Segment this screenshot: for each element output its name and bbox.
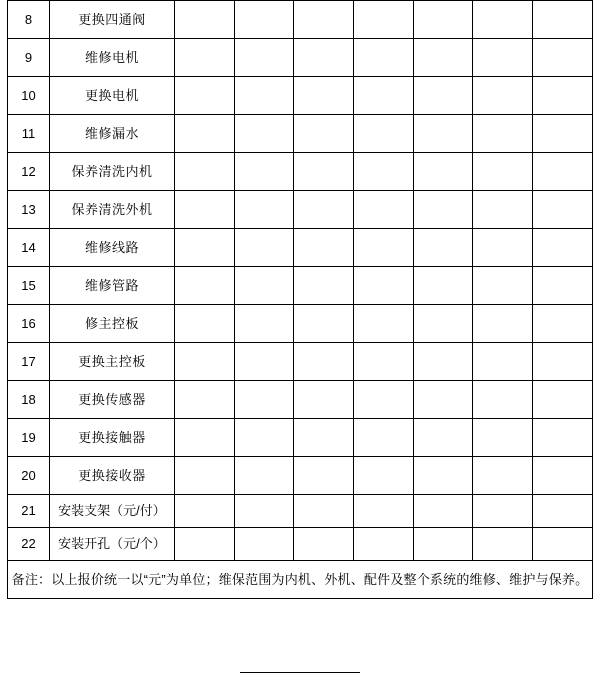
row-cell[interactable] [294, 419, 354, 457]
row-index: 19 [8, 419, 50, 457]
row-item-name: 维修电机 [50, 39, 175, 77]
table-row [8, 191, 593, 229]
table-row [8, 419, 593, 457]
row-cell[interactable] [413, 1, 473, 39]
row-cell[interactable] [234, 191, 294, 229]
row-item-name: 更换主控板 [50, 343, 175, 381]
row-index: 20 [8, 457, 50, 495]
row-cell[interactable] [533, 528, 593, 561]
table-row [8, 381, 593, 419]
row-cell[interactable] [294, 1, 354, 39]
row-index: 17 [8, 343, 50, 381]
row-cell[interactable] [174, 528, 234, 561]
row-cell[interactable] [354, 305, 414, 343]
row-cell[interactable] [473, 419, 533, 457]
row-cell[interactable] [473, 39, 533, 77]
row-item-name: 更换接收器 [50, 457, 175, 495]
row-cell[interactable] [234, 419, 294, 457]
row-index: 14 [8, 229, 50, 267]
row-cell[interactable] [174, 115, 234, 153]
row-index: 9 [8, 39, 50, 77]
row-cell[interactable] [294, 381, 354, 419]
row-item-name: 维修线路 [50, 229, 175, 267]
row-cell[interactable] [413, 343, 473, 381]
row-cell[interactable] [473, 1, 533, 39]
row-item-name: 保养清洗内机 [50, 153, 175, 191]
row-cell[interactable] [354, 191, 414, 229]
table-row [8, 39, 593, 77]
row-cell[interactable] [413, 495, 473, 528]
row-item-name: 修主控板 [50, 305, 175, 343]
note-text: 备注：以上报价统一以“元”为单位；维保范围为内机、外机、配件及整个系统的维修、维护与保养。 [11, 571, 589, 587]
row-cell[interactable] [354, 343, 414, 381]
row-cell[interactable] [413, 419, 473, 457]
row-cell[interactable] [533, 419, 593, 457]
row-index: 22 [8, 528, 50, 561]
row-cell[interactable] [294, 115, 354, 153]
row-cell[interactable] [413, 457, 473, 495]
row-cell[interactable] [473, 229, 533, 267]
row-cell[interactable] [234, 1, 294, 39]
row-cell[interactable] [294, 495, 354, 528]
table-row [8, 495, 593, 528]
row-cell[interactable] [533, 381, 593, 419]
row-cell[interactable] [533, 495, 593, 528]
table-note [8, 561, 593, 599]
row-cell[interactable] [473, 457, 533, 495]
row-index: 10 [8, 77, 50, 115]
row-cell[interactable] [294, 229, 354, 267]
row-cell[interactable] [354, 115, 414, 153]
row-cell[interactable] [533, 77, 593, 115]
row-cell[interactable] [533, 115, 593, 153]
row-index: 21 [8, 495, 50, 528]
table-row [8, 115, 593, 153]
row-cell[interactable] [174, 77, 234, 115]
row-cell[interactable] [533, 229, 593, 267]
row-cell[interactable] [354, 229, 414, 267]
row-cell[interactable] [533, 343, 593, 381]
row-index: 13 [8, 191, 50, 229]
row-cell[interactable] [354, 153, 414, 191]
row-cell[interactable] [473, 191, 533, 229]
row-cell[interactable] [473, 343, 533, 381]
row-cell[interactable] [234, 153, 294, 191]
row-cell[interactable] [473, 115, 533, 153]
row-cell[interactable] [533, 305, 593, 343]
row-index: 16 [8, 305, 50, 343]
row-cell[interactable] [294, 191, 354, 229]
row-cell[interactable] [413, 115, 473, 153]
row-cell[interactable] [234, 528, 294, 561]
row-cell[interactable] [174, 457, 234, 495]
row-item-name: 安装支架（元/付） [50, 495, 175, 528]
table-row [8, 229, 593, 267]
row-cell[interactable] [413, 267, 473, 305]
table-row [8, 528, 593, 561]
row-cell[interactable] [413, 39, 473, 77]
row-cell[interactable] [533, 191, 593, 229]
table-row [8, 457, 593, 495]
row-cell[interactable] [234, 305, 294, 343]
table-row [8, 343, 593, 381]
row-cell[interactable] [473, 528, 533, 561]
row-item-name: 保养清洗外机 [50, 191, 175, 229]
row-item-name: 维修漏水 [50, 115, 175, 153]
row-cell[interactable] [354, 77, 414, 115]
row-cell[interactable] [413, 77, 473, 115]
row-cell[interactable] [473, 381, 533, 419]
row-cell[interactable] [234, 39, 294, 77]
row-cell[interactable] [354, 528, 414, 561]
row-cell[interactable] [473, 305, 533, 343]
row-index: 12 [8, 153, 50, 191]
row-cell[interactable] [234, 457, 294, 495]
row-cell[interactable] [294, 528, 354, 561]
row-cell[interactable] [174, 39, 234, 77]
row-item-name: 更换电机 [50, 77, 175, 115]
row-cell[interactable] [354, 39, 414, 77]
row-cell[interactable] [354, 1, 414, 39]
row-cell[interactable] [234, 229, 294, 267]
row-cell[interactable] [234, 267, 294, 305]
row-cell[interactable] [234, 495, 294, 528]
row-cell[interactable] [473, 77, 533, 115]
row-cell[interactable] [533, 457, 593, 495]
row-index: 18 [8, 381, 50, 419]
table-row [8, 77, 593, 115]
row-cell[interactable] [473, 153, 533, 191]
table-row [8, 305, 593, 343]
row-cell[interactable] [533, 39, 593, 77]
row-cell[interactable] [174, 153, 234, 191]
page-bottom-mark [7, 667, 593, 673]
row-cell[interactable] [174, 495, 234, 528]
row-index: 11 [8, 115, 50, 153]
note-row [8, 561, 593, 599]
row-cell[interactable] [473, 267, 533, 305]
row-cell[interactable] [533, 267, 593, 305]
row-cell[interactable] [294, 153, 354, 191]
table-row [8, 267, 593, 305]
row-index: 8 [8, 1, 50, 39]
row-cell[interactable] [413, 153, 473, 191]
row-cell[interactable] [354, 381, 414, 419]
table-row [8, 1, 593, 39]
row-cell[interactable] [234, 77, 294, 115]
row-item-name: 维修管路 [50, 267, 175, 305]
row-cell[interactable] [354, 457, 414, 495]
row-cell[interactable] [174, 305, 234, 343]
row-index: 15 [8, 267, 50, 305]
row-cell[interactable] [174, 267, 234, 305]
row-cell[interactable] [473, 495, 533, 528]
row-cell[interactable] [533, 153, 593, 191]
row-cell[interactable] [294, 343, 354, 381]
row-cell[interactable] [413, 191, 473, 229]
row-cell[interactable] [294, 39, 354, 77]
row-item-name: 更换接触器 [50, 419, 175, 457]
row-cell[interactable] [354, 419, 414, 457]
row-cell[interactable] [234, 343, 294, 381]
row-cell[interactable] [294, 267, 354, 305]
row-cell[interactable] [174, 343, 234, 381]
row-cell[interactable] [294, 457, 354, 495]
row-cell[interactable] [413, 381, 473, 419]
row-cell[interactable] [174, 229, 234, 267]
maintenance-price-table [7, 0, 593, 599]
row-item-name: 安装开孔（元/个） [50, 528, 175, 561]
row-cell[interactable] [413, 528, 473, 561]
row-item-name: 更换传感器 [50, 381, 175, 419]
row-cell[interactable] [413, 305, 473, 343]
row-cell[interactable] [174, 419, 234, 457]
row-cell[interactable] [174, 1, 234, 39]
row-cell[interactable] [294, 305, 354, 343]
row-cell[interactable] [234, 115, 294, 153]
row-cell[interactable] [234, 381, 294, 419]
row-cell[interactable] [174, 381, 234, 419]
table-body [8, 1, 593, 599]
row-cell[interactable] [174, 191, 234, 229]
row-cell[interactable] [354, 267, 414, 305]
table-row [8, 153, 593, 191]
row-cell[interactable] [294, 77, 354, 115]
row-item-name: 更换四通阀 [50, 1, 175, 39]
row-cell[interactable] [533, 1, 593, 39]
row-cell[interactable] [413, 229, 473, 267]
row-cell[interactable] [354, 495, 414, 528]
